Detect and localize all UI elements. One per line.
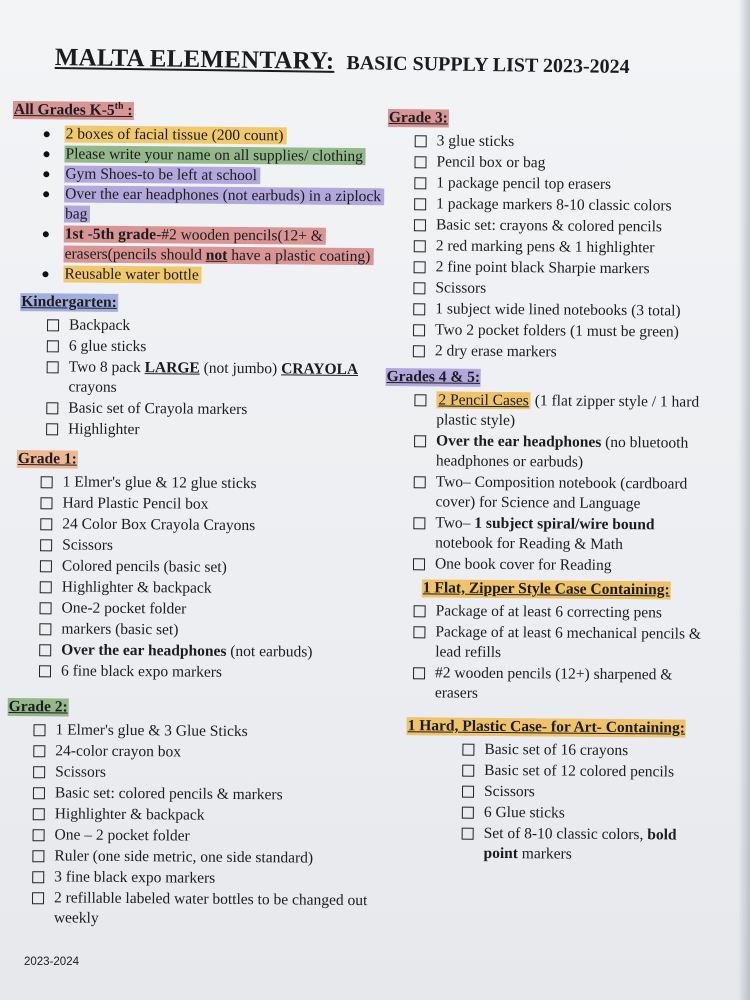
checkbox-icon[interactable] [40,518,52,530]
list-item: 2 red marking pens & 1 highlighter [414,236,717,259]
list-item: Gym Shoes-to be left at school [12,164,382,187]
checkbox-icon[interactable] [462,828,474,840]
list-item: Package of at least 6 correcting pens [414,601,714,624]
checkbox-icon[interactable] [462,744,474,756]
list-item: Two– 1 subject spiral/wire bound notebook for Reading & Math [413,513,713,556]
list-item: Pencil box or bag [414,152,717,175]
list-item: Two 8 pack LARGE (not jumbo) CRAYOLA crayons [46,357,389,400]
list-item: 2 refillable labeled water bottles to be changed out weekly [32,888,372,931]
list-item: 6 fine black expo markers [39,661,385,684]
checkbox-icon[interactable] [414,394,426,406]
checkbox-icon[interactable] [414,240,426,252]
section-hard-case [405,716,736,867]
list-item: Ruler (one side metric, one side standard) [32,846,372,869]
grade2-list [32,720,374,931]
checkbox-icon[interactable] [32,850,44,862]
hard-case-heading: 1 Hard, Plastic Case- for Art- Containing: [407,717,686,737]
list-item: Basic set: colored pencils & markers [33,783,373,806]
grade3-heading: Grade 3: [388,109,448,127]
list-item: Basic set: crayons & colored pencils [414,215,717,238]
list-item: Please write your name on all supplies/ clothing [12,144,382,167]
list-item: Package of at least 6 mechanical pencils & lead refills [413,622,713,665]
checkbox-icon[interactable] [462,807,474,819]
list-item: One-2 pocket folder [39,598,385,621]
list-item: 2 Pencil Cases (1 flat zipper style / 1 hard plastic style) [414,390,714,433]
all-grades-heading: All Grades K-5th : [13,100,133,120]
checkbox-icon[interactable] [33,724,45,736]
checkbox-icon[interactable] [47,340,59,352]
grade1-list [39,472,387,684]
list-item: Basic set of 12 colored pencils [462,761,702,783]
list-item: One – 2 pocket folder [32,825,372,848]
list-item: Scissors [413,278,716,301]
list-item: 2 boxes of facial tissue (200 count) [13,124,383,147]
list-item: One book cover for Reading [413,554,713,577]
section-flat-case [421,578,750,707]
checkbox-icon[interactable] [47,319,59,331]
checkbox-icon[interactable] [413,345,425,357]
bullet-icon [43,191,49,197]
checkbox-icon[interactable] [413,324,425,336]
section-all-grades [11,100,383,287]
left-column [8,100,383,927]
list-item: Two 2 pocket folders (1 must be green) [413,320,716,343]
grade1-heading: Grade 1: [17,450,77,468]
checkbox-icon[interactable] [41,476,53,488]
checkbox-icon[interactable] [46,402,58,414]
checkbox-icon[interactable] [413,517,425,529]
checkbox-icon[interactable] [33,766,45,778]
kindergarten-list [46,315,390,442]
list-item: markers (basic set) [39,619,385,642]
list-item: 1 subject wide lined notebooks (3 total) [413,299,716,322]
list-item: Basic set of Crayola markers [46,398,389,421]
checkbox-icon[interactable] [40,497,52,509]
checkbox-icon[interactable] [413,303,425,315]
list-item: 1 package markers 8-10 classic colors [414,194,717,217]
list-item: Over the ear headphones (not earbuds) [39,640,385,663]
page-title [55,44,715,81]
checkbox-icon[interactable] [46,423,58,435]
list-item: 2 dry erase markers [413,341,716,364]
checkbox-icon[interactable] [414,435,426,447]
list-item: 24-color crayon box [33,741,373,764]
list-item: Set of 8-10 classic colors, bold point markers [461,824,701,866]
checkbox-icon[interactable] [40,602,52,614]
list-item: Backpack [47,315,390,338]
list-item: 1 package pencil top erasers [414,173,717,196]
checkbox-icon[interactable] [40,560,52,572]
grades45-list [413,390,715,577]
checkbox-icon[interactable] [414,476,426,488]
checkbox-icon[interactable] [415,135,427,147]
list-item: Colored pencils (basic set) [40,556,386,579]
list-item: 1 Elmer's glue & 3 Glue Sticks [33,720,373,743]
list-item: 2 fine point black Sharpie markers [414,257,717,280]
list-item: Over the ear headphones (not earbuds) in a ziplock bag [12,184,382,227]
checkbox-icon[interactable] [33,808,45,820]
grade2-heading: Grade 2: [8,697,68,716]
list-item: Two– Composition notebook (cardboard cover) for Science and Language [413,472,713,515]
checkbox-icon[interactable] [39,665,51,677]
bullet-icon [44,131,50,137]
list-item: 3 glue sticks [415,131,718,154]
flat-case-heading: 1 Flat, Zipper Style Case Containing: [422,579,670,599]
section-kindergarten [19,292,390,443]
checkbox-icon[interactable] [413,626,425,638]
list-item: 24 Color Box Crayola Crayons [40,514,386,537]
checkbox-icon[interactable] [414,219,426,231]
footer-year: 2023-2024 [24,956,79,968]
bullet-icon [43,171,49,177]
list-item: Hard Plastic Pencil box [40,493,386,516]
bullet-icon [44,151,50,157]
checkbox-icon[interactable] [39,644,51,656]
hard-case-list [461,740,702,866]
school-name: MALTA ELEMENTARY: [54,44,335,75]
flat-case-list [413,601,714,706]
bullet-icon [42,271,48,277]
list-item: Highlighter & backpack [33,804,373,827]
checkbox-icon[interactable] [47,361,59,373]
list-item: 1st -5th grade-#2 wooden pencils(12+ & erasers(pencils should not have a plastic coating) [12,224,382,267]
all-grades-list [11,124,382,287]
checkbox-icon[interactable] [40,581,52,593]
list-item: Scissors [33,762,373,785]
list-item: Reusable water bottle [11,264,381,287]
checkbox-icon[interactable] [462,765,474,777]
section-grade-2 [6,697,378,932]
list-item: Over the ear headphones (no bluetooth headphones or earbuds) [414,431,714,474]
checkbox-icon[interactable] [414,177,426,189]
checkbox-icon[interactable] [33,745,45,757]
section-grade-1 [15,449,387,685]
checkbox-icon[interactable] [40,539,52,551]
checkbox-icon[interactable] [33,787,45,799]
checkbox-icon[interactable] [413,667,425,679]
grade3-list [413,131,718,364]
section-grade-3 [386,108,718,365]
kindergarten-heading: Kindergarten: [21,293,117,311]
checkbox-icon[interactable] [414,261,426,273]
list-item: 6 Glue sticks [462,803,702,825]
checkbox-icon[interactable] [413,558,425,570]
list-item: 3 fine black expo markers [32,867,372,890]
list-item: Scissors [462,782,702,804]
checkbox-icon[interactable] [413,282,425,294]
list-item: 6 glue sticks [47,336,390,359]
list-item: 1 Elmer's glue & 12 glue sticks [41,472,387,495]
list-item: Basic set of 16 crayons [462,740,702,762]
checkbox-icon[interactable] [39,623,51,635]
section-grades-4-5 [384,367,716,578]
page-edge-shadow [738,0,750,1000]
checkbox-icon[interactable] [414,156,426,168]
checkbox-icon[interactable] [462,786,474,798]
right-column [386,108,718,863]
checkbox-icon[interactable] [414,605,426,617]
checkbox-icon[interactable] [414,198,426,210]
checkbox-icon[interactable] [32,871,44,883]
bullet-icon [43,231,49,237]
list-item: Scissors [40,535,386,558]
list-item: Highlighter [46,419,389,442]
list-item: Highlighter & backpack [40,577,386,600]
checkbox-icon[interactable] [33,829,45,841]
list-item: #2 wooden pencils (12+) sharpened & erasers [413,663,713,706]
grades45-heading: Grades 4 & 5: [386,367,481,386]
list-subtitle: BASIC SUPPLY LIST 2023-2024 [346,52,630,79]
checkbox-icon[interactable] [32,892,44,904]
